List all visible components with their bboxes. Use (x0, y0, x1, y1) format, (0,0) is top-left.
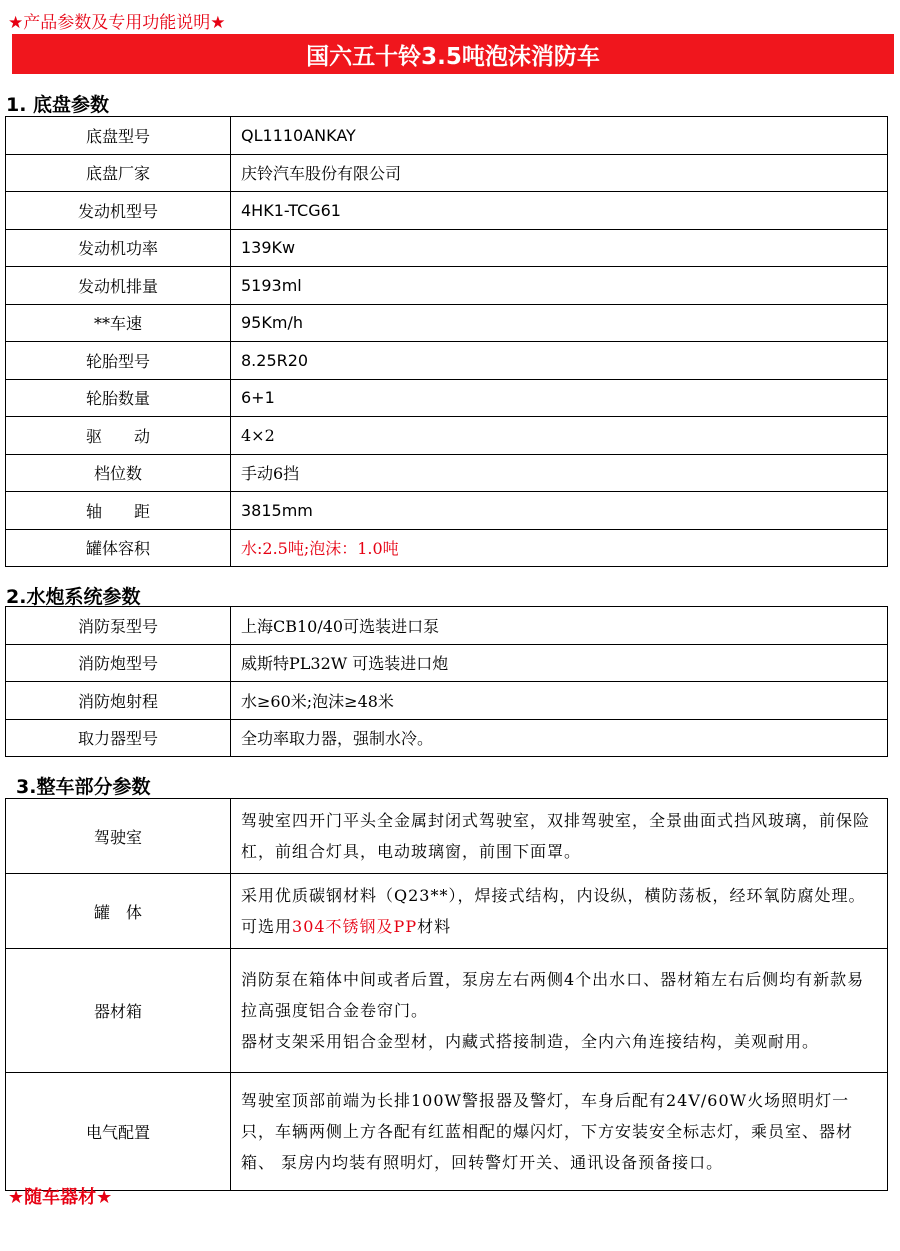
table-row (6, 644, 888, 682)
spec-key: 底盘厂家 (6, 154, 231, 192)
spec-value: 8.25R20 (231, 342, 888, 380)
table-row (6, 117, 888, 155)
table-row (6, 492, 888, 530)
spec-value: 水:2.5吨;泡沫：1.0吨 (231, 529, 888, 567)
spec-value-highlight: 304不锈钢及PP (292, 917, 418, 936)
spec-key: 发动机型号 (6, 192, 231, 230)
spec-value-paragraph: 器材支架采用铝合金型材，内藏式搭接制造，全内六角连接结构，美观耐用。 (241, 1032, 820, 1051)
spec-key: 消防炮射程 (6, 682, 231, 720)
table-row (6, 529, 888, 567)
spec-value: 6+1 (231, 379, 888, 417)
table-row (6, 229, 888, 267)
table-row (6, 267, 888, 305)
spec-value: 4HK1-TCG61 (231, 192, 888, 230)
chassis-spec-table (5, 116, 888, 567)
table-row (6, 154, 888, 192)
spec-key: 驱 动 (6, 417, 231, 455)
table-row (6, 682, 888, 720)
table-row (6, 342, 888, 380)
spec-value: 庆铃汽车股份有限公司 (231, 154, 888, 192)
spec-value: 驾驶室顶部前端为长排100W警报器及警灯，车身后配有24V/60W火场照明灯一只，车辆两侧上方各配有红蓝相配的爆闪灯，下方安装安全标志灯，乘员室、器材箱、 泵房内均装有照明灯，回转警灯开关、通讯设备预备接口。 (231, 1073, 888, 1191)
table-row (6, 192, 888, 230)
spec-value: 3815mm (231, 492, 888, 530)
table-row (6, 607, 888, 645)
section-title-chassis: 1. 底盘参数 (6, 94, 110, 116)
table-row (6, 949, 888, 1073)
spec-value-paragraph: 消防泵在箱体中间或者后置，泵房左右两侧4个出水口、器材箱左右后侧均有新款易拉高强度铝合金卷帘门。 (241, 970, 865, 1020)
spec-key: 取力器型号 (6, 719, 231, 757)
spec-key: 底盘型号 (6, 117, 231, 155)
vehicle-spec-table (5, 798, 888, 1191)
spec-value: 5193ml (231, 267, 888, 305)
table-row (6, 799, 888, 874)
spec-key: 电气配置 (6, 1073, 231, 1191)
table-row (6, 454, 888, 492)
spec-value: 驾驶室四开门平头全金属封闭式驾驶室，双排驾驶室，全景曲面式挡风玻璃，前保险杠，前组合灯具，电动玻璃窗，前围下面罩。 (231, 799, 888, 874)
water-cannon-spec-table (5, 606, 888, 757)
table-row (6, 719, 888, 757)
spec-key: 发动机排量 (6, 267, 231, 305)
header-note: ★产品参数及专用功能说明★ (8, 13, 226, 33)
table-row (6, 1073, 888, 1191)
spec-value: 上海CB10/40可选装进口泵 (231, 607, 888, 645)
spec-value: 139Kw (231, 229, 888, 267)
spec-value (231, 949, 888, 1073)
spec-value: 手动6挡 (231, 454, 888, 492)
table-row (6, 304, 888, 342)
spec-key: 消防泵型号 (6, 607, 231, 645)
spec-value-text: 采用优质碳钢材料（Q23**），焊接式结构，内设纵，横防荡板，经环氧防腐处理。可选用 (241, 886, 866, 936)
spec-key: 发动机功率 (6, 229, 231, 267)
page-title-banner (12, 34, 894, 74)
spec-key: 罐 体 (6, 874, 231, 949)
spec-key: 档位数 (6, 454, 231, 492)
spec-key: **车速 (6, 304, 231, 342)
spec-value (231, 874, 888, 949)
spec-value: 95Km/h (231, 304, 888, 342)
table-row (6, 874, 888, 949)
spec-key: 器材箱 (6, 949, 231, 1073)
spec-value: 威斯特PL32W 可选装进口炮 (231, 644, 888, 682)
table-row (6, 379, 888, 417)
table-row (6, 417, 888, 455)
spec-key: 轮胎数量 (6, 379, 231, 417)
spec-key: 驾驶室 (6, 799, 231, 874)
spec-value-text: 材料 (417, 917, 452, 936)
section-title-vehicle: 3.整车部分参数 (16, 776, 151, 798)
page-title: 国六五十铃3.5吨泡沫消防车 (306, 43, 600, 70)
spec-key: 罐体容积 (6, 529, 231, 567)
spec-value: 水≥60米;泡沫≥48米 (231, 682, 888, 720)
spec-value: QL1110ANKAY (231, 117, 888, 155)
footer-note: ★随车器材★ (8, 1187, 113, 1208)
spec-key: 消防炮型号 (6, 644, 231, 682)
spec-value: 全功率取力器，强制水冷。 (231, 719, 888, 757)
section-title-water-cannon: 2.水炮系统参数 (6, 586, 141, 608)
spec-key: 轮胎型号 (6, 342, 231, 380)
spec-value: 4×2 (231, 417, 888, 455)
spec-key: 轴 距 (6, 492, 231, 530)
